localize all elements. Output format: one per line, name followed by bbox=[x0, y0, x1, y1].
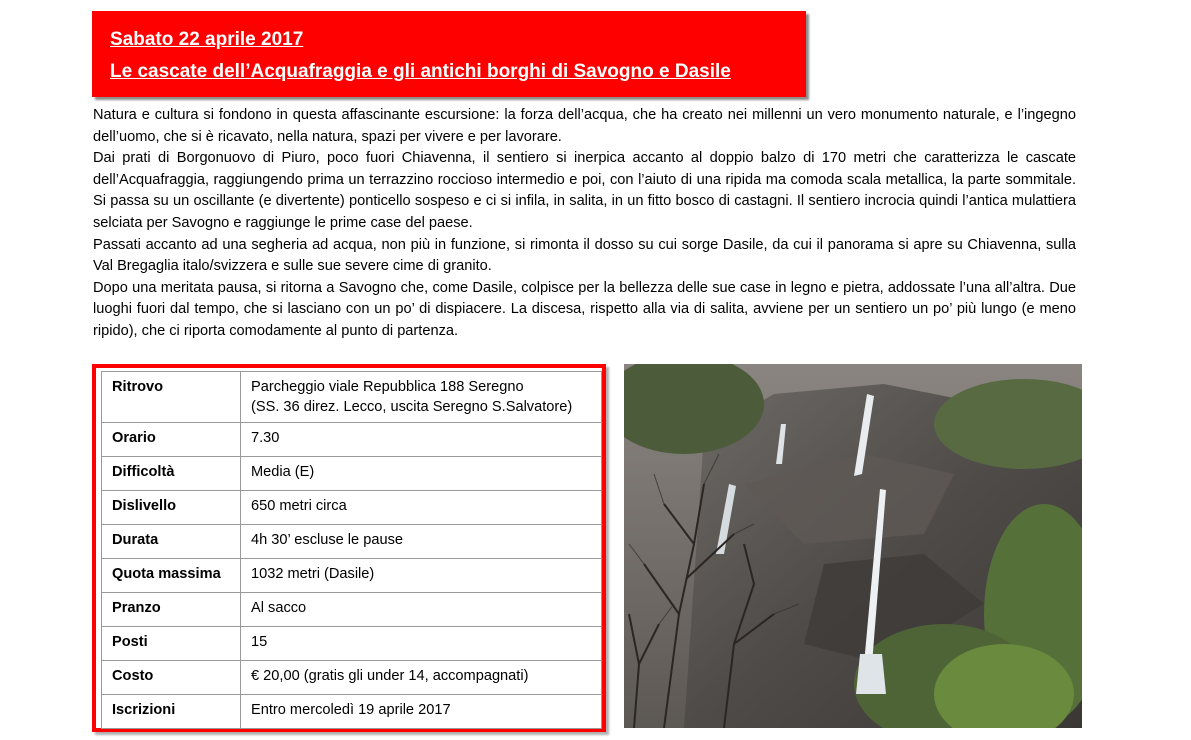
description-paragraph: Dai prati di Borgonuovo di Piuro, poco fuori Chiavenna, il sentiero si inerpica accanto al doppio balzo di 170 metri che caratterizza le cascate dell’Acquafraggia, raggiungendo prima un terrazzino roccioso intermedio e poi, con l’aiuto di una ripida ma comoda scala metallica, la parte sommitale. Si passa su un oscillante (e divertente) ponticello sospeso e ci si infila, in salita, in un fitto bosco di castagni. Il sentiero incrocia quindi l’antica mulattiera selciata per Savogno e raggiunge le prime case del paese. bbox=[93, 150, 1076, 231]
info-row-difficolta bbox=[102, 457, 602, 491]
info-row-quota-massima bbox=[102, 559, 602, 593]
info-label: Posti bbox=[102, 627, 241, 661]
info-row-pranzo bbox=[102, 593, 602, 627]
description-paragraph: Natura e cultura si fondono in questa affascinante escursione: la forza dell’acqua, che ha creato nei millenni un vero monumento naturale, e l’ingegno dell’uomo, che si è ricavato, nella natura, spazi per vivere e per lavorare. bbox=[93, 107, 1076, 145]
info-value: 650 metri circa bbox=[241, 491, 602, 525]
info-label: Ritrovo bbox=[102, 372, 241, 423]
info-label: Costo bbox=[102, 661, 241, 695]
info-value bbox=[241, 372, 602, 423]
info-row-durata bbox=[102, 525, 602, 559]
info-table-frame bbox=[92, 364, 606, 732]
info-label: Quota massima bbox=[102, 559, 241, 593]
info-value: € 20,00 (gratis gli under 14, accompagnati) bbox=[241, 661, 602, 695]
info-label: Orario bbox=[102, 423, 241, 457]
info-value: 1032 metri (Dasile) bbox=[241, 559, 602, 593]
event-title: Le cascate dell’Acquafraggia e gli antichi borghi di Savogno e Dasile bbox=[110, 61, 731, 82]
info-value: 4h 30’ escluse le pause bbox=[241, 525, 602, 559]
info-label: Dislivello bbox=[102, 491, 241, 525]
description bbox=[93, 105, 1076, 343]
info-table bbox=[101, 371, 602, 729]
info-label: Durata bbox=[102, 525, 241, 559]
info-value: 15 bbox=[241, 627, 602, 661]
info-label: Pranzo bbox=[102, 593, 241, 627]
info-row-costo bbox=[102, 661, 602, 695]
event-date: Sabato 22 aprile 2017 bbox=[110, 29, 304, 50]
description-paragraph: Dopo una meritata pausa, si ritorna a Savogno che, come Dasile, colpisce per la bellezza delle sue case in legno e pietra, addossate l’una all’altra. Due luoghi fuori dal tempo, che si lasciano con un po’ di dispiacere. La discesa, rispetto alla via di salita, avviene per un sentiero un po’ più lungo (e meno ripido), che ci riporta comodamente al punto di partenza. bbox=[93, 279, 1076, 339]
info-label: Difficoltà bbox=[102, 457, 241, 491]
info-label: Iscrizioni bbox=[102, 695, 241, 729]
info-value: 7.30 bbox=[241, 423, 602, 457]
info-value: Al sacco bbox=[241, 593, 602, 627]
info-value: Media (E) bbox=[241, 457, 602, 491]
info-value-line: Parcheggio viale Repubblica 188 Seregno bbox=[251, 379, 524, 395]
description-paragraph: Passati accanto ad una segheria ad acqua, non più in funzione, si rimonta il dosso su cui sorge Dasile, da cui il panorama si apre su Chiavenna, sulla Val Bregaglia italo/svizzera e sulle sue severe cime di granito. bbox=[93, 236, 1076, 275]
waterfall-photo bbox=[624, 364, 1082, 728]
info-value: Entro mercoledì 19 aprile 2017 bbox=[241, 695, 602, 729]
info-value-line: (SS. 36 direz. Lecco, uscita Seregno S.Salvatore) bbox=[251, 399, 573, 415]
info-row-dislivello bbox=[102, 491, 602, 525]
info-row-posti bbox=[102, 627, 602, 661]
info-row-iscrizioni bbox=[102, 695, 602, 729]
info-row-orario bbox=[102, 423, 602, 457]
info-row-ritrovo bbox=[102, 372, 602, 423]
title-banner bbox=[92, 11, 806, 97]
